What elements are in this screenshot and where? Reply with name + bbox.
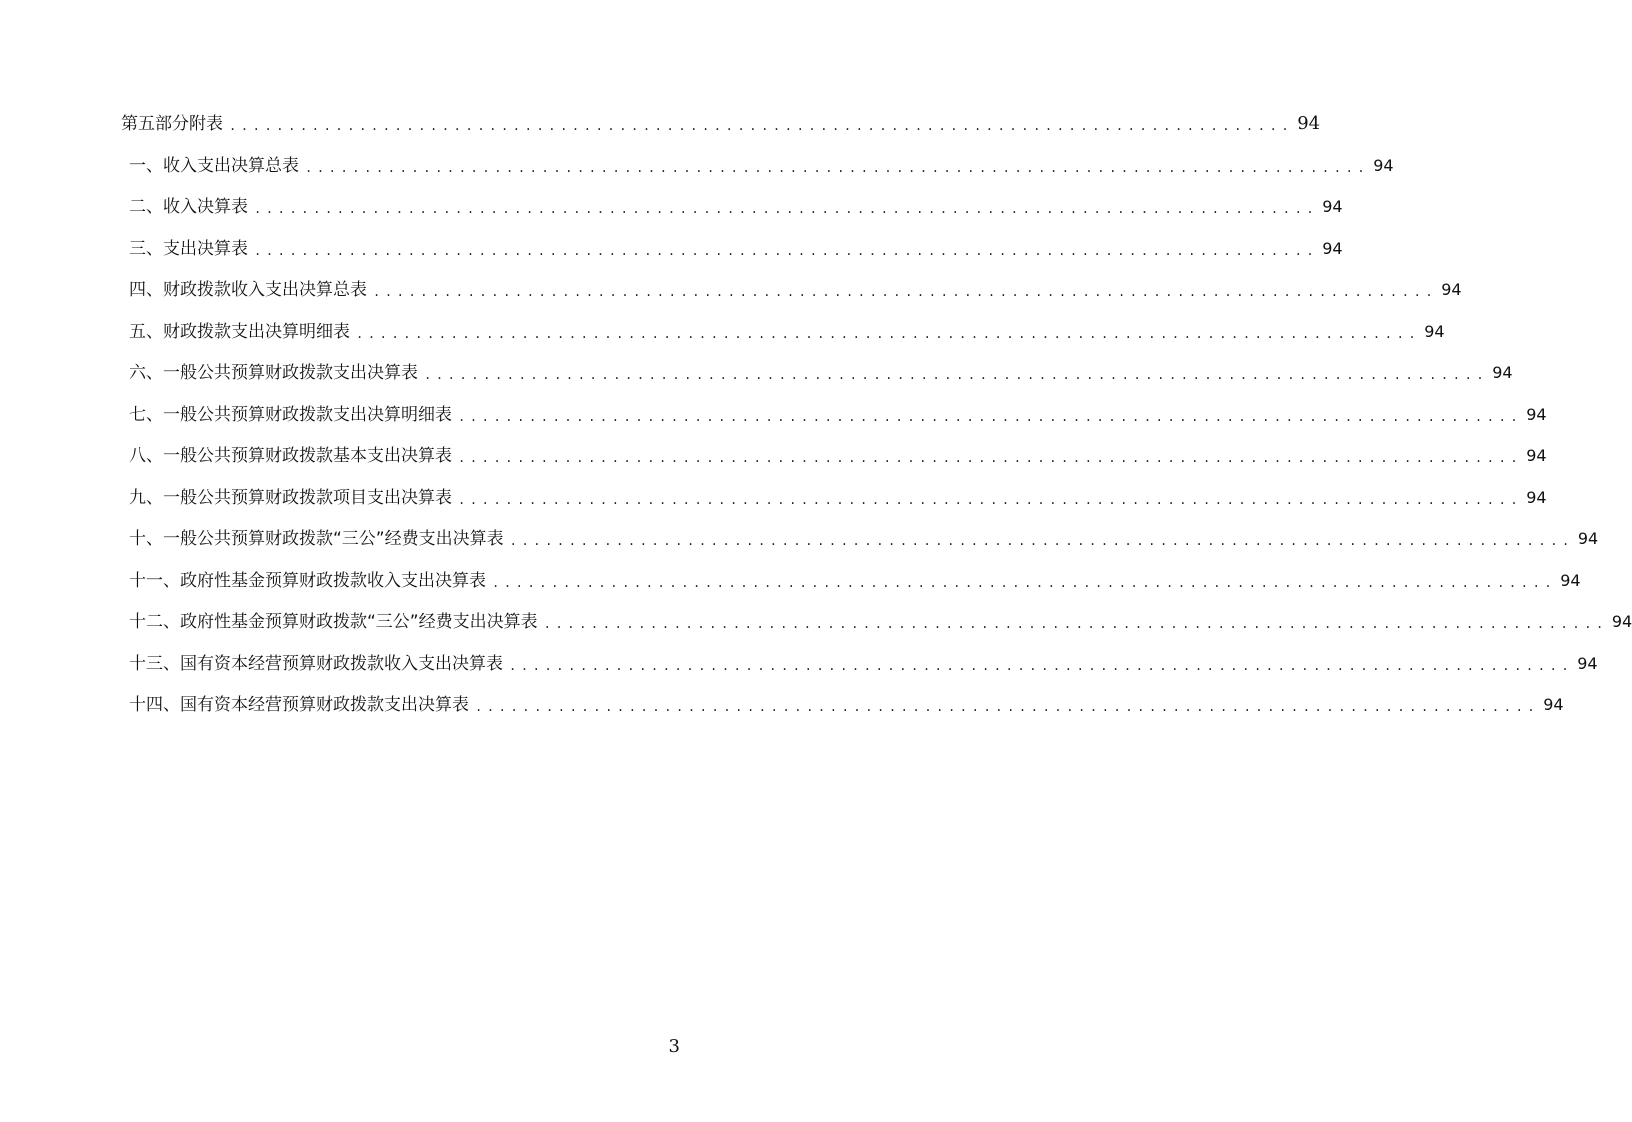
toc-page-number: 94: [1577, 654, 1598, 673]
toc-dot-leader: ..........................................................................................: [458, 451, 1523, 465]
toc-page-number: 94: [1297, 113, 1321, 134]
toc-part-entry[interactable]: [121, 112, 1321, 136]
toc-dot-leader: ..........................................................................................: [424, 368, 1489, 382]
toc-entry[interactable]: [129, 237, 1343, 261]
toc-dot-leader: ..........................................................................................: [509, 659, 1574, 673]
toc-dot-leader: ..........................................................................................: [356, 327, 1421, 341]
toc-entry-title: 八、一般公共预算财政拨款基本支出决算表: [129, 446, 452, 466]
toc-dot-leader: ..........................................................................................: [254, 202, 1319, 216]
toc-entry-title: 二、收入决算表: [129, 197, 248, 217]
toc-entry[interactable]: [129, 195, 1343, 219]
toc-entry-title: 五、财政拨款支出决算明细表: [129, 322, 350, 342]
toc-entry-title: 十四、国有资本经营预算财政拨款支出决算表: [129, 695, 469, 715]
toc-page-number: 94: [1373, 156, 1394, 175]
toc-dot-leader: ..........................................................................................: [458, 410, 1523, 424]
toc-entry[interactable]: [129, 403, 1547, 427]
toc-entry-title: 六、一般公共预算财政拨款支出决算表: [129, 363, 418, 383]
toc-entry[interactable]: [129, 278, 1462, 302]
toc-entry[interactable]: [129, 693, 1564, 717]
toc-page-number: 94: [1560, 571, 1581, 590]
toc-entry-title: 九、一般公共预算财政拨款项目支出决算表: [129, 488, 452, 508]
toc-page-number: 94: [1424, 322, 1445, 341]
toc-entry[interactable]: [129, 444, 1547, 468]
toc-page-number: 94: [1611, 612, 1632, 631]
toc-entry[interactable]: [129, 486, 1547, 510]
toc-dot-leader: ..........................................................................................: [509, 534, 1574, 548]
toc-entry-title: 七、一般公共预算财政拨款支出决算明细表: [129, 405, 452, 425]
toc-dot-leader: ..........................................................................................: [305, 161, 1370, 175]
toc-dot-leader: ..........................................................................................: [475, 700, 1540, 714]
toc-entry-title: 十一、政府性基金预算财政拨款收入支出决算表: [129, 571, 486, 591]
toc-page-number: 94: [1322, 197, 1343, 216]
toc-entry[interactable]: [129, 361, 1513, 385]
toc-page-number: 94: [1492, 363, 1513, 382]
toc-dot-leader: ..........................................................................................: [543, 617, 1608, 631]
toc-page-number: 94: [1526, 446, 1547, 465]
toc-page-number: 94: [1543, 695, 1564, 714]
toc-entry[interactable]: [129, 652, 1598, 676]
toc-entry-title: 十三、国有资本经营预算财政拨款收入支出决算表: [129, 654, 503, 674]
toc-entry-title: 十二、政府性基金预算财政拨款“三公”经费支出决算表: [129, 612, 538, 632]
toc-entry[interactable]: [129, 610, 1632, 634]
toc-page-number: 94: [1526, 488, 1547, 507]
toc-dot-leader: ..........................................................................................: [458, 493, 1523, 507]
toc-dot-leader: ..........................................................................................: [229, 119, 1294, 133]
toc-dot-leader: ..........................................................................................: [492, 576, 1557, 590]
toc-dot-leader: ..........................................................................................: [373, 285, 1438, 299]
page-footer-number: 3: [668, 1036, 680, 1057]
toc-entry[interactable]: [129, 320, 1445, 344]
toc-dot-leader: ..........................................................................................: [254, 244, 1319, 258]
toc-page-number: 94: [1577, 529, 1599, 548]
toc-entry-title: 十、一般公共预算财政拨款“三公”经费支出决算表: [129, 529, 504, 549]
toc-entry[interactable]: [129, 154, 1394, 178]
toc-entry[interactable]: [129, 527, 1599, 551]
toc-page-number: 94: [1322, 239, 1343, 258]
toc-entry-title: 一、收入支出决算总表: [129, 156, 299, 176]
toc-page-number: 94: [1441, 280, 1462, 299]
toc-entry[interactable]: [129, 569, 1581, 593]
toc-entry-title: 三、支出决算表: [129, 239, 248, 259]
toc-page-number: 94: [1526, 405, 1547, 424]
toc-part-title: 第五部分附表: [121, 114, 223, 134]
toc-entry-title: 四、财政拨款收入支出决算总表: [129, 280, 367, 300]
